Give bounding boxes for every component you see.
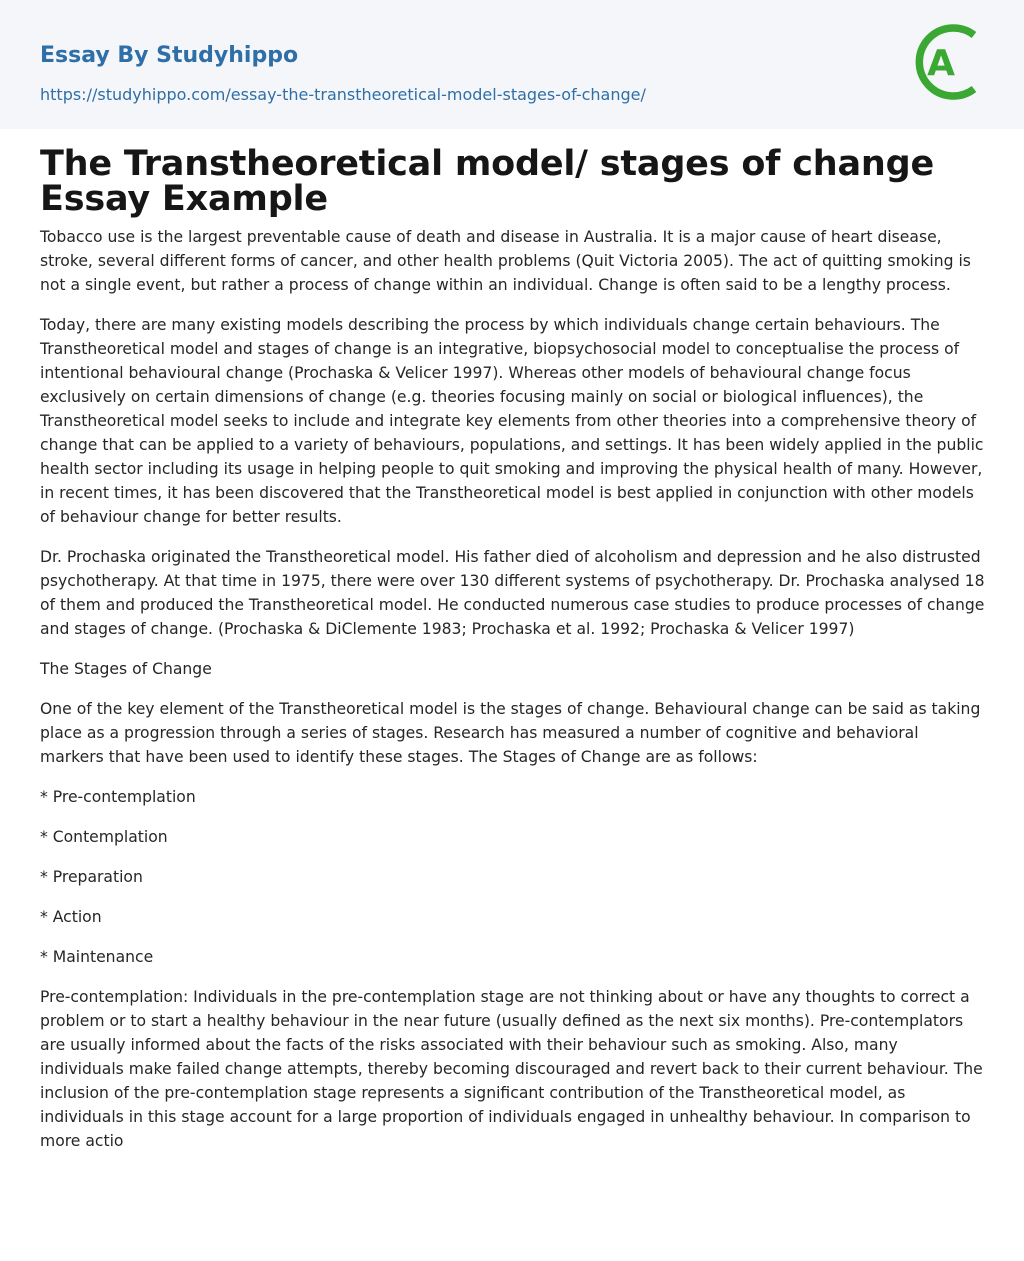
- paragraph: Dr. Prochaska originated the Transtheoretical model. His father died of alcoholism and depression and he also distrusted psychotherapy. At that time in 1975, there were over 130 different systems of psychotherapy. Dr. Prochaska analysed 18 of them and produced the Transtheoretical model. He conducted numerous case studies to produce processes of change and stages of change. (Prochaska & DiClemente 1983; Prochaska et al. 1992; Prochaska & Velicer 1997): [40, 548, 985, 638]
- paragraph: Pre-contemplation: Individuals in the pre-contemplation stage are not thinking about or have any thoughts to correct a problem or to start a healthy behaviour in the near future (usually defined as the next six months). Pre-contemplators are usually informed about the facts of the risks associated with their behaviour such as smoking. Also, many individuals make failed change attempts, thereby becoming discouraged and revert back to their current behaviour. The inclusion of the pre-contemplation stage represents a significant contribution of the Transtheoretical model, as individuals in this stage account for a large proportion of individuals engaged in unhealthy behaviour. In comparison to more actio: [40, 988, 983, 1150]
- essay-url-link[interactable]: https://studyhippo.com/essay-the-transtheoretical-model-stages-of-change/: [40, 85, 646, 104]
- brand-title[interactable]: Essay By Studyhippo: [40, 43, 299, 68]
- list-item: * Preparation: [40, 868, 143, 886]
- list-item: * Action: [40, 908, 102, 926]
- list-item: * Contemplation: [40, 828, 168, 846]
- article: [40, 144, 986, 1169]
- site-header: [0, 0, 1024, 129]
- section-heading: The Stages of Change: [40, 660, 212, 678]
- paragraph: Tobacco use is the largest preventable cause of death and disease in Australia. It is a major cause of heart disease, stroke, several different forms of cancer, and other health problems (Quit Victoria 2005). The act of quitting smoking is not a single event, but rather a process of change within an individual. Change is often said to be a lengthy process.: [40, 228, 971, 294]
- page-title: The Transtheoretical model/ stages of change Essay Example: [40, 144, 934, 219]
- logo-letter: A: [927, 43, 955, 84]
- paragraph: One of the key element of the Transtheoretical model is the stages of change. Behavioural change can be said as taking place as a progression through a series of stages. Research has measured a number of cognitive and behavioral markers that have been used to identify these stages. The Stages of Change are as follows:: [40, 700, 981, 766]
- list-item: * Pre-contemplation: [40, 788, 196, 806]
- paragraph: Today, there are many existing models describing the process by which individuals change certain behaviours. The Transtheoretical model and stages of change is an integrative, biopsychosocial model to conceptualise the process of intentional behavioural change (Prochaska & Velicer 1997). Whereas other models of behavioural change focus exclusively on certain dimensions of change (e.g. theories focusing mainly on social or biological influences), the Transtheoretical model seeks to include and integrate key elements from other theories into a comprehensive theory of change that can be applied to a variety of behaviours, populations, and settings. It has been widely applied in the public health sector including its usage in helping people to quit smoking and improving the physical health of many. However, in recent times, it has been discovered that the Transtheoretical model is best applied in conjunction with other models of behaviour change for better results.: [40, 316, 984, 526]
- studyhippo-logo-icon[interactable]: [908, 18, 988, 106]
- list-item: * Maintenance: [40, 948, 154, 966]
